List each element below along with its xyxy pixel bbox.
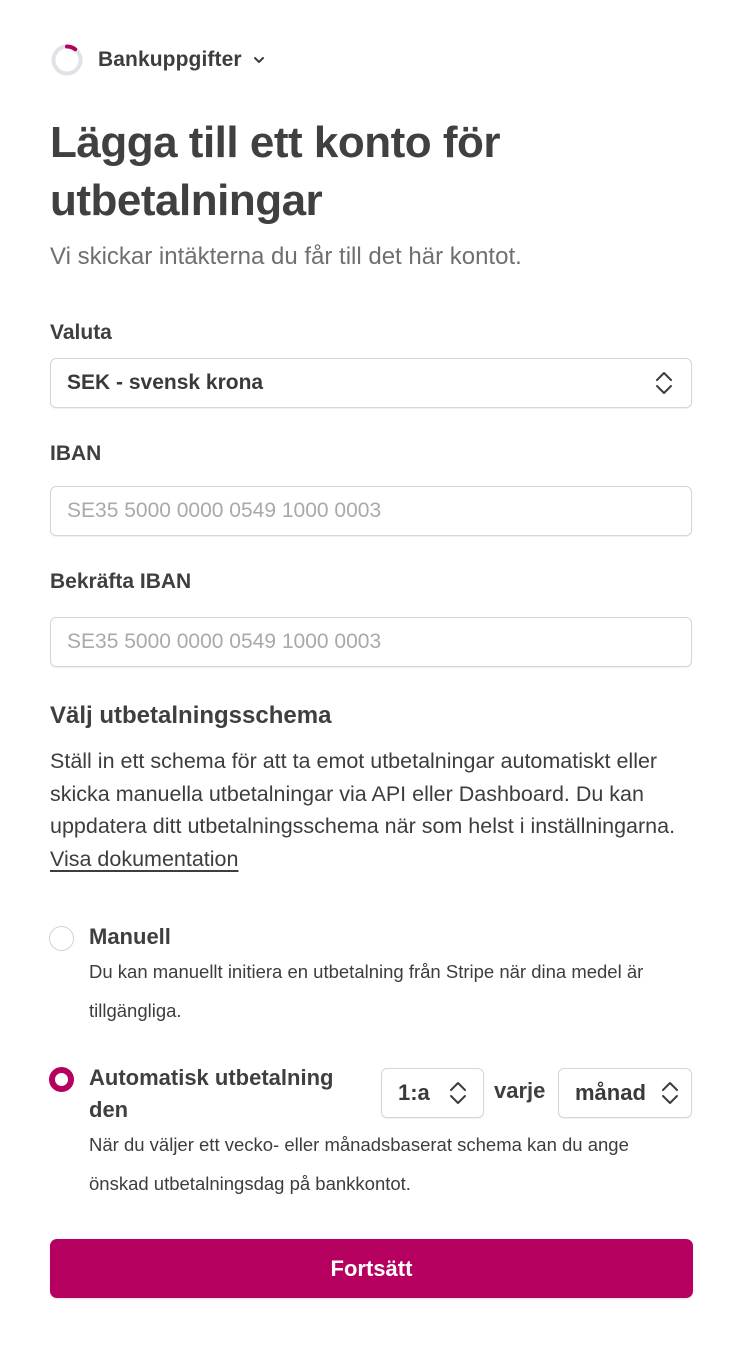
option-manual-description: Du kan manuellt initiera en utbetalning från Stripe när dina medel är tillgängliga. xyxy=(89,961,644,1021)
chevron-down-icon[interactable] xyxy=(252,53,266,67)
radio-automatic[interactable] xyxy=(49,1067,74,1092)
page-title: Lägga till ett konto för utbetalningar xyxy=(50,118,500,225)
chevron-up-down-icon xyxy=(447,1079,469,1107)
option-automatic-label[interactable]: Automatisk utbetalning den xyxy=(89,1065,334,1122)
schedule-title: Välj utbetalningsschema xyxy=(50,702,332,729)
iban-field-wrapper xyxy=(50,486,692,536)
page-subtitle: Vi skickar intäkterna du får till det här kontot. xyxy=(50,243,522,270)
step-header[interactable] xyxy=(50,42,266,78)
progress-ring-icon xyxy=(50,43,84,77)
view-documentation-link[interactable]: Visa dokumentation xyxy=(50,846,239,871)
payout-period-value: månad xyxy=(575,1080,646,1105)
currency-label: Valuta xyxy=(50,321,112,344)
chevron-up-down-icon xyxy=(653,369,675,397)
payout-period-select[interactable] xyxy=(558,1068,692,1118)
currency-select[interactable] xyxy=(50,358,692,408)
payout-day-value: 1:a xyxy=(398,1080,430,1105)
currency-value: SEK - svensk krona xyxy=(67,371,264,394)
confirm-iban-label: Bekräfta IBAN xyxy=(50,570,192,593)
schedule-description-text: Ställ in ett schema för att ta emot utbetalningar automatiskt eller skicka manuella utbetalningar via API eller Dashboard. Du kan uppdatera ditt utbetalningsschema när som helst i inställningarna. xyxy=(50,749,676,838)
continue-button[interactable]: Fortsätt xyxy=(50,1239,693,1298)
chevron-up-down-icon xyxy=(659,1079,681,1107)
iban-input[interactable] xyxy=(67,499,675,523)
option-automatic-description: När du väljer ett vecko- eller månadsbaserat schema kan du ange önskad utbetalningsdag på bankkontot. xyxy=(89,1134,629,1194)
schedule-description xyxy=(50,745,690,875)
step-title: Bankuppgifter xyxy=(98,48,242,71)
confirm-iban-input[interactable] xyxy=(67,630,675,654)
radio-manual[interactable] xyxy=(49,926,74,951)
iban-label: IBAN xyxy=(50,442,102,465)
payout-day-select[interactable] xyxy=(381,1068,484,1118)
confirm-iban-field-wrapper xyxy=(50,617,692,667)
option-manual-label[interactable]: Manuell xyxy=(89,924,171,949)
schedule-connector-text: varje xyxy=(494,1078,546,1103)
